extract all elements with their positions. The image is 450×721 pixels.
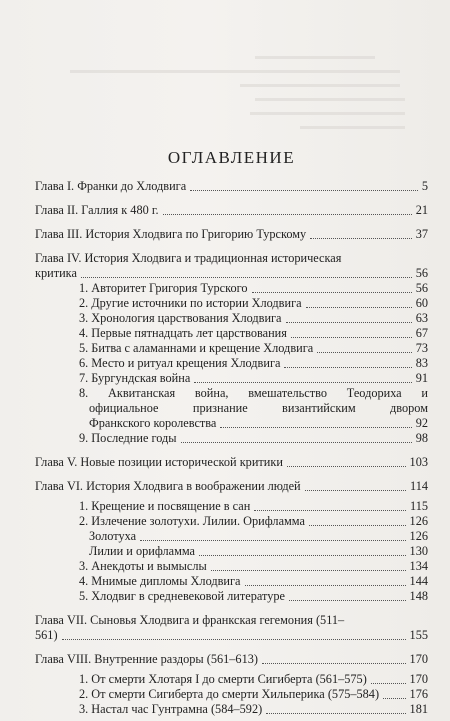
dot-leader	[383, 698, 405, 699]
section-label: 6. Место и ритуал крещения Хлодвига	[79, 356, 281, 370]
section-label-line-2: официальное признание византийским двором	[89, 401, 428, 415]
section-label: 1. Крещение и посвящение в сан	[79, 499, 251, 513]
toc-section[interactable]	[79, 687, 428, 702]
dot-leader	[211, 570, 406, 571]
section-label-line-1: 8. Аквитанская война, вмешательство Теодориха и	[79, 386, 428, 400]
section-label: 5. Битва с аламаннами и крещение Хлодвига	[79, 341, 314, 355]
page-number: 92	[415, 416, 428, 430]
section-label-line-3: Франкского королевства	[89, 416, 217, 430]
page-number: 170	[409, 672, 428, 686]
page-number: 181	[409, 702, 428, 716]
section-label: 1. От смерти Хлотаря I до смерти Сигиберта (561–575)	[79, 672, 367, 686]
section-label: 4. Мнимые дипломы Хлодвига	[79, 574, 241, 588]
chapter-label: Глава I. Франки до Хлодвига	[35, 179, 187, 193]
chapter-label: Глава VI. История Хлодвига в воображении людей	[35, 479, 301, 493]
dot-leader	[310, 238, 412, 239]
chapter-label: Глава VIII. Внутренние раздоры (561–613)	[35, 652, 258, 666]
toc-title: ОГЛАВЛЕНИЕ	[167, 148, 296, 167]
toc-section[interactable]	[79, 311, 428, 326]
section-label: 1. Авторитет Григория Турского	[79, 281, 248, 295]
page-number: 103	[409, 455, 428, 469]
toc-chapter-2[interactable]	[35, 203, 428, 218]
section-label: 7. Бургундская война	[79, 371, 191, 385]
toc-section[interactable]	[79, 341, 428, 356]
toc-chapter-1[interactable]	[35, 179, 428, 194]
toc-subsection[interactable]	[89, 544, 428, 559]
page-number: 60	[415, 296, 428, 310]
dot-leader	[181, 442, 412, 443]
dot-leader	[309, 525, 406, 526]
toc-section[interactable]	[79, 499, 428, 514]
chapter-label-line-1: Глава VII. Сыновья Хлодвига и франкская гегемония (511–	[35, 613, 345, 627]
page-number: 56	[415, 266, 428, 280]
section-label: 2. От смерти Сигиберта до смерти Хильперика (575–584)	[79, 687, 380, 701]
dot-leader	[199, 555, 406, 556]
dot-leader	[306, 307, 412, 308]
toc-chapter-4[interactable]	[35, 251, 428, 281]
page-number: 21	[415, 203, 428, 217]
page-number: 126	[409, 529, 428, 543]
section-label: 5. Хлодвиг в средневековой литературе	[79, 589, 285, 603]
section-label: 2. Другие источники по истории Хлодвига	[79, 296, 302, 310]
section-label: 3. Настал час Гунтрамна (584–592)	[79, 702, 263, 716]
dot-leader	[371, 683, 406, 684]
dot-leader	[305, 490, 406, 491]
page-number: 98	[415, 431, 428, 445]
dot-leader	[62, 639, 406, 640]
chapter-label: Глава V. Новые позиции исторической критики	[35, 455, 283, 469]
chapter-label-line-2: 561)	[35, 628, 58, 642]
toc-chapter-5[interactable]	[35, 455, 428, 470]
toc-section[interactable]	[79, 326, 428, 341]
toc-section[interactable]	[79, 514, 428, 529]
page-number: 5	[421, 179, 428, 193]
page-number: 114	[410, 479, 428, 493]
dot-leader	[140, 540, 405, 541]
toc-section[interactable]	[79, 702, 428, 717]
bleed-through-text	[0, 0, 450, 140]
page-number: 67	[415, 326, 428, 340]
dot-leader	[254, 510, 406, 511]
page-number: 37	[415, 227, 428, 241]
dot-leader	[287, 466, 406, 467]
toc-chapter-3[interactable]	[35, 227, 428, 242]
toc-section[interactable]	[79, 672, 428, 687]
page-number: 73	[415, 341, 428, 355]
dot-leader	[81, 277, 412, 278]
dot-leader	[245, 585, 406, 586]
section-label: 3. Анекдоты и вымыслы	[79, 559, 207, 573]
section-label: 4. Первые пятнадцать лет царствования	[79, 326, 287, 340]
page-number: 115	[410, 499, 428, 513]
toc-section[interactable]	[79, 589, 428, 604]
dot-leader	[291, 337, 412, 338]
chapter-label: Глава III. История Хлодвига по Григорию Турскому	[35, 227, 307, 241]
toc-section[interactable]	[79, 356, 428, 371]
dot-leader	[163, 214, 412, 215]
page-number: 56	[415, 281, 428, 295]
dot-leader	[317, 352, 411, 353]
page-number: 155	[409, 628, 428, 642]
dot-leader	[262, 663, 406, 664]
toc-section[interactable]	[79, 386, 428, 431]
page-number: 63	[415, 311, 428, 325]
chapter-label: Глава II. Галлия к 480 г.	[35, 203, 159, 217]
dot-leader	[284, 367, 411, 368]
page-number: 126	[409, 514, 428, 528]
table-of-contents	[35, 150, 428, 717]
dot-leader	[289, 600, 406, 601]
page-number: 148	[409, 589, 428, 603]
toc-chapter-6[interactable]	[35, 479, 428, 494]
dot-leader	[220, 427, 411, 428]
dot-leader	[194, 382, 411, 383]
section-label: 2. Излечение золотухи. Лилии. Орифламма	[79, 514, 305, 528]
subsection-label: Лилии и орифламма	[89, 544, 196, 558]
toc-section[interactable]	[79, 559, 428, 574]
toc-section[interactable]	[79, 296, 428, 311]
page-number: 91	[415, 371, 428, 385]
toc-section[interactable]	[79, 431, 428, 446]
page-number: 130	[409, 544, 428, 558]
toc-section[interactable]	[79, 371, 428, 386]
dot-leader	[190, 190, 418, 191]
section-label: 9. Последние годы	[79, 431, 177, 445]
page-number: 83	[415, 356, 428, 370]
toc-section[interactable]	[79, 574, 428, 589]
page-number: 170	[409, 652, 428, 666]
chapter-label-line-2: критика	[35, 266, 77, 280]
toc-chapter-8[interactable]	[35, 652, 428, 667]
dot-leader	[252, 292, 412, 293]
dot-leader	[266, 713, 405, 714]
toc-subsection[interactable]	[89, 529, 428, 544]
page-number: 134	[409, 559, 428, 573]
chapter-label-line-1: Глава IV. История Хлодвига и традиционная историческая	[35, 251, 342, 265]
section-label: 3. Хронология царствования Хлодвига	[79, 311, 282, 325]
dot-leader	[286, 322, 412, 323]
toc-chapter-7[interactable]	[35, 613, 428, 643]
page-number: 176	[409, 687, 428, 701]
page-number: 144	[409, 574, 428, 588]
subsection-label: Золотуха	[89, 529, 137, 543]
toc-section[interactable]	[79, 281, 428, 296]
